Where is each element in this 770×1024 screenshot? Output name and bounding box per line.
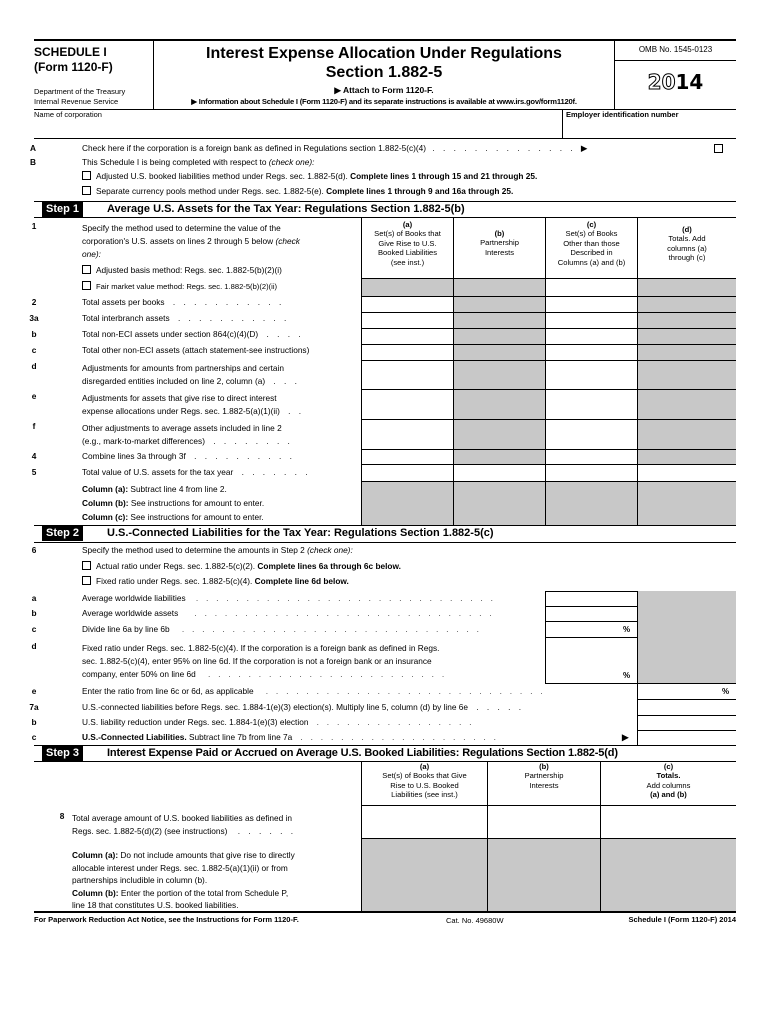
line-8-col-b-text1: Enter the portion of the total from Schedule P, [120, 887, 289, 898]
line-6e-text [82, 687, 545, 697]
line-6-text [82, 546, 353, 556]
line-6e-label: Enter the ratio from line 6c or 6d, as applicable [82, 686, 254, 696]
line-b-option2-label: Separate currency pools method under Regs. sec. 1.882-5(e). [96, 186, 324, 196]
step1-col-c-header [546, 220, 637, 267]
line-3f-text-line2 [82, 435, 357, 448]
line-6b-text [82, 609, 495, 619]
line-8-col-a-text2: allocable interest under Regs. sec. 1.882-5(a)(1)(ii) or from [72, 862, 288, 873]
corporation-name-label: Name of corporation [34, 110, 102, 119]
line-5-col-a-instruction: Subtract line 4 from line 2. [130, 484, 227, 494]
catalog-number: Cat. No. 49680W [446, 916, 504, 925]
agency: Internal Revenue Service [34, 97, 119, 106]
line-1-option2 [82, 281, 277, 292]
line-3f-text [82, 422, 357, 448]
shade-1b [362, 278, 453, 296]
corporation-name-input[interactable] [34, 120, 561, 137]
line-5-col-c-note [82, 513, 264, 523]
foreign-bank-checkbox[interactable] [714, 144, 723, 153]
line-6a-number: a [31, 593, 37, 603]
line-8-col-a-heading: Column (a): [72, 850, 119, 860]
step1-col-a-line2: Give Rise to U.S. [378, 238, 437, 248]
line-6b-label: Average worldwide assets [82, 608, 179, 618]
line-b-option2 [82, 186, 513, 197]
line-7c-label: Subtract line 7b from line 7a [188, 732, 293, 742]
line-3e-text-line1: Adjustments for assets that give rise to direct interest [82, 393, 277, 403]
tax-year-outline: 20 [647, 70, 676, 94]
line-3b-dots: . . . . [266, 329, 304, 339]
line-6-option1-instruction: Complete lines 6a through 6c below. [257, 561, 401, 571]
line-6-option2-label: Fixed ratio under Regs. sec. 1.882-5(c)(4). [96, 576, 253, 586]
line-3d-dots: . . . [273, 376, 300, 386]
step3-col-c-line2: Add columns [646, 780, 691, 790]
line-6d-dots: . . . . . . . . . . . . . . . . . . . . . . . . [208, 670, 448, 679]
step1-col-b-line2: Interests [484, 247, 515, 257]
line-8-col-a-text3: partnerships includible in column (b). [72, 875, 208, 886]
line-8-text [72, 812, 357, 838]
line-6a-text [82, 594, 496, 604]
step2-title: U.S.-Connected Liabilities for the Tax Year: Regulations Section 1.882-5(c) [107, 527, 494, 539]
line-5-label: Total value of U.S. assets for the tax year [82, 467, 234, 477]
step3-col-b-header [488, 762, 600, 790]
line-6-number: 6 [31, 545, 37, 555]
line-3b-number: b [31, 329, 37, 339]
line-7b-label: U.S. liability reduction under Regs. sec. 1.884-1(e)(3) election [82, 717, 309, 727]
line-8-col-a-note [72, 849, 357, 862]
step3-col-a-letter: (a) [419, 762, 430, 771]
line-2-text [82, 298, 284, 308]
step3-col-c-letter: (c) [663, 762, 674, 771]
line-7c-number: c [31, 732, 37, 742]
line-a-text [82, 144, 590, 154]
step3-col-a-line3: Liabilities (see inst.) [391, 790, 458, 800]
step1-col-a-line1: Set(s) of Books that [374, 229, 441, 239]
line-6-option1 [82, 561, 401, 572]
step1-col-c-line2: Other than those [563, 238, 620, 248]
step1-col-c-line3: Described in [570, 248, 613, 258]
shade-col-b [454, 278, 545, 464]
line-5-number: 5 [31, 467, 37, 477]
step3-col-b-letter: (b) [539, 762, 549, 771]
line-1-option1 [82, 265, 282, 276]
step1-col-a-letter: (a) [402, 220, 413, 229]
step1-col-a-line3: Booked Liabilities [377, 248, 438, 258]
step1-col-c-line4: Columns (a) and (b) [557, 257, 626, 267]
step3-col-a-header [362, 762, 487, 800]
tax-year-bold: 14 [675, 70, 704, 94]
line-3c-number: c [31, 345, 37, 355]
info-note: ▶ Information about Schedule I (Form 1120-F) and its separate instructions is available at www.irs.gov/form1120f. [191, 97, 577, 106]
shade-6abc-right [638, 591, 736, 683]
form-footer-name: Schedule I (Form 1120-F) 2014 [628, 915, 736, 924]
adjusted-method-checkbox[interactable] [82, 171, 91, 180]
line-b-number: B [30, 157, 36, 167]
line-3e-text-line2-main: expense allocations under Regs. sec. 1.882-5(a)(1)(ii) [82, 406, 280, 416]
line-6e-dots: . . . . . . . . . . . . . . . . . . . . . . . . . . . . [265, 687, 546, 696]
omb-number: OMB No. 1545-0123 [638, 45, 713, 54]
line-b-label: This Schedule I is being completed with respect to [82, 157, 267, 167]
line-8-notes [72, 849, 357, 912]
step1-col-d-letter: (d) [682, 225, 692, 234]
line-a-dots: . . . . . . . . . . . . . . ▶ [432, 143, 591, 153]
line-3d-text-line2 [82, 375, 357, 388]
line-4-number: 4 [31, 451, 37, 461]
fixed-ratio-checkbox[interactable] [82, 576, 91, 585]
line-3e-number: e [31, 391, 37, 401]
line-7c-dots: . . . . . . . . . . . . . . . . . . . . [300, 733, 499, 742]
line-b-option1-instruction: Complete lines 1 through 15 and 21 through 25. [350, 171, 538, 181]
line-3b-label: Total non-ECI assets under section 864(c)(4)(D) [82, 329, 259, 339]
line-6a-label: Average worldwide liabilities [82, 593, 186, 603]
line-5-col-c-heading: Column (c): [82, 512, 129, 522]
adjusted-basis-checkbox[interactable] [82, 265, 91, 274]
line-1-option1-label: Adjusted basis method: Regs. sec. 1.882-5(b)(2)(i) [96, 265, 282, 275]
line-3f-text-line1: Other adjustments to average assets included in line 2 [82, 423, 282, 433]
schedule-name: SCHEDULE I [34, 45, 107, 59]
shade-line5-b [454, 481, 545, 525]
line-5-col-a-note [82, 485, 227, 495]
line-1-text-line1: Specify the method used to determine the value of the [82, 223, 281, 233]
line-8-col-b-heading: Column (b): [72, 887, 119, 898]
line-6-option2-instruction: Complete line 6d below. [254, 576, 349, 586]
line-a-number: A [30, 143, 36, 153]
line-5-text [82, 468, 311, 478]
tax-year [615, 70, 736, 94]
paperwork-notice: For Paperwork Reduction Act Notice, see the Instructions for Form 1120-F. [34, 915, 299, 924]
line-7a-label: U.S.-connected liabilities before Regs. sec. 1.884-1(e)(3) election(s). Multiply line 5, column (d) by line 6e [82, 702, 468, 712]
line-6d-text-line1: Fixed ratio under Regs. sec. 1.882-5(c)(4). If the corporation is a foreign bank as defined in Regs. [82, 643, 440, 653]
line-5-dots: . . . . . . . [241, 467, 311, 477]
line-6c-dots: . . . . . . . . . . . . . . . . . . . . . . . . . . . . . . [181, 625, 482, 634]
line-8-text-line2-main: Regs. sec. 1.882-5(d)(2) (see instructions) [72, 826, 228, 836]
line-5-col-b-note [82, 499, 264, 509]
line-1-text-line2 [82, 235, 357, 248]
step1-col-b-line1: Partnership [480, 238, 519, 248]
step1-col-d-line1: Totals. Add [668, 234, 706, 244]
line-a-label: Check here if the corporation is a foreign bank as defined in Regulations section 1.882-5(c)(4) [82, 143, 427, 153]
step1-col-d-header [638, 225, 736, 263]
step3-label: Step 3 [42, 746, 83, 761]
line-3d-text-line1: Adjustments for amounts from partnerships and certain [82, 363, 284, 373]
shade-line5-d [638, 481, 736, 525]
line-3f-number: f [32, 421, 36, 431]
line-6c-label: Divide line 6a by line 6b [82, 624, 170, 634]
step1-col-a-line4: (see inst.) [390, 257, 425, 267]
line-3a-text [82, 314, 289, 324]
step1-col-d-line3: through (c) [668, 253, 706, 263]
line-1-text-line2-note: (check [275, 236, 300, 246]
line-8-dots: . . . . . . [237, 826, 297, 836]
actual-ratio-checkbox[interactable] [82, 561, 91, 570]
step3-col-a-line1: Set(s) of Books that Give [382, 771, 467, 781]
ein-label: Employer identification number [566, 110, 679, 119]
line-3e-dots: . . [288, 406, 305, 416]
line-6c-percent: % [623, 625, 631, 634]
line-7a-text [82, 703, 524, 713]
line-5-col-b-instruction: See instructions for amount to enter. [130, 498, 265, 508]
line-8-col-a-text1: Do not include amounts that give rise to directly [120, 850, 295, 860]
step3-col-b-line2: Interests [529, 780, 559, 790]
attach-note: ▶ Attach to Form 1120-F. [334, 85, 434, 95]
line-6c-number: c [31, 624, 37, 634]
line-5-col-a-heading: Column (a): [82, 484, 129, 494]
line-8-text-line1: Total average amount of U.S. booked liabilities as defined in [72, 813, 293, 823]
step1-col-b-header [454, 229, 545, 257]
department: Department of the Treasury [34, 87, 126, 96]
line-3e-text [82, 392, 357, 418]
line-3b-text [82, 330, 304, 340]
line-6-option1-label: Actual ratio under Regs. sec. 1.882-5(c)(2). [96, 561, 256, 571]
line-7a-number: 7a [29, 702, 39, 712]
shade-line8-c [601, 839, 736, 911]
line-2-dots: . . . . . . . . . . . [172, 297, 285, 307]
line-2-number: 2 [31, 297, 37, 307]
line-6-note: (check one): [307, 545, 353, 555]
line-b-text [82, 158, 314, 168]
form-title-line1: Interest Expense Allocation Under Regulations [206, 45, 562, 62]
step1-col-a-header [362, 220, 453, 267]
line-6d-text-line2: sec. 1.882-5(c)(4), enter 95% on line 6d. If the corporation is not a foreign bank or an insurance [82, 656, 432, 666]
step1-col-c-letter: (c) [586, 220, 597, 229]
line-7c-arrow: ▶ [622, 732, 629, 742]
step3-col-c-line3: (a) and (b) [650, 790, 687, 800]
form-number: (Form 1120-F) [34, 60, 113, 74]
line-5-col-b-heading: Column (b): [82, 498, 129, 508]
line-6-option2 [82, 576, 349, 587]
step1-col-b-letter: (b) [494, 229, 505, 238]
separate-currency-checkbox[interactable] [82, 186, 91, 195]
line-2-label: Total assets per books [82, 297, 165, 307]
line-1-text-line2-main: corporation's U.S. assets on lines 2 through 5 below [82, 236, 274, 246]
line-7b-text [82, 718, 474, 728]
line-6e-percent: % [722, 687, 730, 696]
line-6e-number: e [31, 686, 37, 696]
line-3d-number: d [31, 361, 37, 371]
line-8-number: 8 [59, 811, 65, 821]
line-8-col-b-input[interactable] [488, 806, 600, 838]
line-7a-dots: . . . . . [476, 702, 525, 712]
line-6d-text-line3-main: company, enter 50% on line 6d [82, 669, 196, 679]
line-8-text-line2 [72, 825, 357, 838]
line-8-col-b-text2: line 18 that constitutes U.S. booked liabilities. [72, 900, 239, 911]
line-3e-text-line2 [82, 405, 357, 418]
step3-col-a-line2: Rise to U.S. Booked [390, 780, 459, 790]
line-7b-dots: . . . . . . . . . . . . . . . . [316, 718, 475, 727]
line-6a-dots: . . . . . . . . . . . . . . . . . . . . . . . . . . . . . . [195, 594, 496, 603]
form-title-line2: Section 1.882-5 [325, 64, 443, 81]
line-6b-dots: . . . . . . . . . . . . . . . . . . . . . . . . . . . . . . [194, 609, 495, 618]
line-1-number: 1 [31, 221, 37, 231]
line-6d-number: d [31, 641, 37, 651]
line-3d-text [82, 362, 357, 388]
line-3a-number: 3a [29, 313, 39, 323]
line-8-col-c-input[interactable] [601, 806, 736, 838]
step3-col-c-line1: Totals. [656, 771, 681, 781]
step1-label: Step 1 [42, 202, 83, 217]
step3-col-c-header [601, 762, 736, 800]
step1-col-d-line2: columns (a) [667, 243, 707, 253]
shade-line5-c [546, 481, 637, 525]
line-1-option2-label: Fair market value method: Regs. sec. 1.882-5(b)(2)(ii) [96, 282, 278, 291]
line-8-col-a-input[interactable] [362, 806, 487, 838]
line-7b-number: b [31, 717, 37, 727]
line-3c-text: Total other non-ECI assets (attach statement-see instructions) [82, 345, 310, 355]
step1-col-c-line1: Set(s) of Books [565, 229, 618, 239]
ein-input[interactable] [563, 120, 736, 137]
line-4-label: Combine lines 3a through 3f [82, 451, 186, 461]
shade-col-d [638, 278, 736, 464]
line-6-label: Specify the method used to determine the amounts in Step 2 [82, 545, 305, 555]
line-b-note: (check one): [268, 157, 315, 167]
step2-label: Step 2 [42, 526, 83, 541]
line-3f-dots: . . . . . . . . [213, 436, 293, 446]
line-4-dots: . . . . . . . . . . [194, 451, 295, 461]
line-3a-dots: . . . . . . . . . . . [177, 313, 290, 323]
line-6b-number: b [31, 608, 37, 618]
step1-title: Average U.S. Assets for the Tax Year: Regulations Section 1.882-5(b) [107, 203, 465, 215]
line-6c-text [82, 625, 482, 635]
line-6d-text-line3 [82, 668, 542, 681]
line-1-text [82, 222, 357, 261]
line-3a-label: Total interbranch assets [82, 313, 170, 323]
step3-col-b-line1: Partnership [524, 771, 564, 781]
shade-line8-b [488, 839, 600, 911]
line-7c-heading: U.S.-Connected Liabilities. [82, 732, 187, 742]
line-1-text-line3: one): [82, 249, 101, 259]
line-6d-text [82, 642, 542, 681]
line-b-option1-label: Adjusted U.S. booked liabilities method under Regs. sec. 1.882-5(d). [96, 171, 348, 181]
fair-market-checkbox[interactable] [82, 281, 91, 290]
step3-title: Interest Expense Paid or Accrued on Average U.S. Booked Liabilities: Regulations Section 1.882-5(d) [107, 747, 618, 759]
line-6d-percent: % [623, 671, 631, 680]
line-b-option2-instruction: Complete lines 1 through 9 and 16a through 25. [326, 186, 514, 196]
shade-line8-a [362, 839, 487, 911]
line-7c-text [82, 733, 499, 743]
line-5-col-c-instruction: See instructions for amount to enter. [130, 512, 264, 522]
line-8-col-b-note [72, 887, 357, 900]
line-3f-text-line2-main: (e.g., mark-to-market differences) [82, 436, 205, 446]
line-b-option1 [82, 171, 537, 182]
shade-line5-a [362, 481, 453, 525]
line-3d-text-line2-main: disregarded entities included on line 2, column (a) [82, 376, 266, 386]
line-4-text [82, 452, 295, 462]
